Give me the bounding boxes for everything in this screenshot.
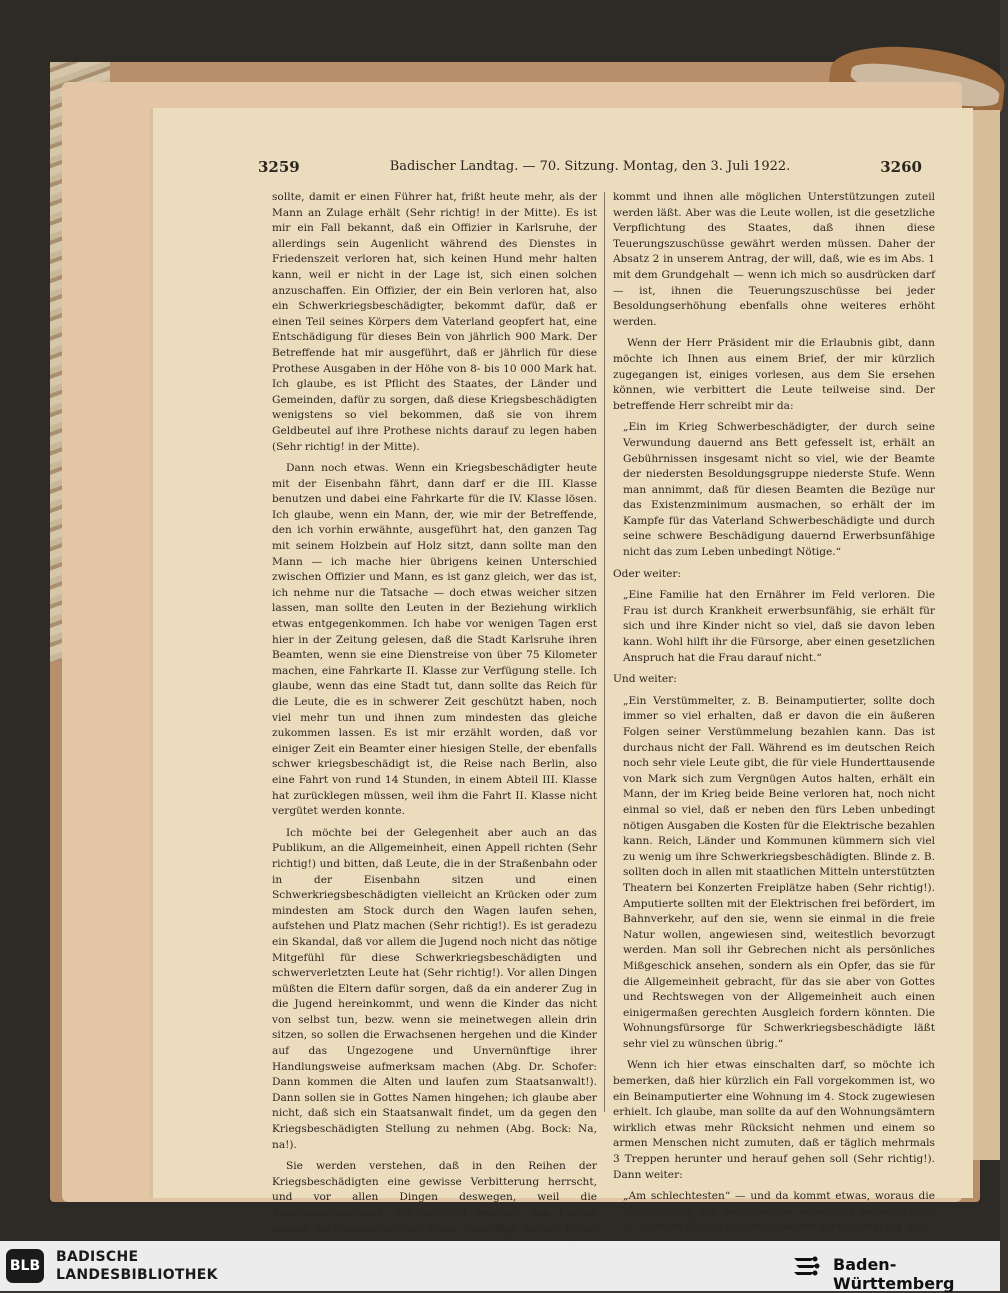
paragraph: Und weiter:	[613, 673, 677, 686]
page-number-left: 3259	[258, 158, 300, 176]
library-name[interactable]	[56, 1248, 218, 1284]
paragraph: Oder weiter:	[613, 567, 682, 580]
baden-wuerttemberg-lions-icon[interactable]	[790, 1250, 822, 1282]
header-title: Badischer Landtag. — 70. Sitzung. Montag, den 3. Juli 1922.	[389, 159, 791, 174]
paragraph: Wenn der Herr Präsident mir die Erlaubnis gibt, dann möchte ich Ihnen aus einem Brief, der mir kürzlich zugegangen ist, einiges vorlesen, aus dem Sie ersehen können, wie verbittert die Leute teilweise sind. Der betreffende Herr schreibt mir da:	[613, 337, 935, 412]
quote: „Eine Familie hat den Ernährer im Feld verloren. Die Frau ist durch Krankheit erwerbsunfähig, sie erhält für sich und ihre Kinder nicht so viel, daß sie davon leben kann. Wohl hilft ihr die Fürsorge, aber einen gesetzlichen Anspruch hat die Frau darauf nicht.“	[623, 589, 935, 664]
paragraph: Wenn ich hier etwas einschalten darf, so möchte ich bemerken, daß hier kürzlich ein Fall vorgekommen ist, wo ein Beinamputierter eine Wohnung im 4. Stock zugewiesen erhielt. Ich glaube, man sollte da auf den Wohnungsämtern wirklich etwas mehr Rücksicht nehmen und einem so armen Menschen nicht zumuten, daß er täglich mehrmals 3 Treppen herunter und herauf gehen soll (Sehr richtig!). Dann weiter:	[613, 1059, 935, 1181]
paragraph: Dann noch etwas. Wenn ein Kriegsbeschädigter heute mit der Eisenbahn fährt, dann darf er die III. Klasse benutzen und dabei eine Fahrkarte für die IV. Klasse lösen. Ich glaube, wenn ein Mann, der, wie mir der Betreffende, den ich vorhin erwähnte, ausgeführt hat, den ganzen Tag mit seinem Holzbein auf Holz sitzt, dann sollte man den Mann — ich mache hier übrigens keinen Unterschied zwischen Offizier und Mann, es ist ganz gleich, wer das ist, ich nehme nur die Tatsache — doch etwas weicher sitzen lassen, man sollte den Leuten in der Beziehung wirklich etwas entgegenkommen. Ich habe vor wenigen Tagen erst hier in der Zeitung gelesen, daß die Stadt Karlsruhe ihren Beamten, wenn sie eine Dienstreise von über 75 Kilometer machen, eine Fahrkarte II. Klasse zur Verfügung stelle. Ich glaube, wenn das eine Stadt tut, dann sollte das Reich für die Leute, die es in schwerer Zeit geschützt haben, noch viel mehr tun und ihnen zum mindesten das gleiche zukommen lassen. Es ist mir erzählt worden, daß vor einiger Zeit ein Beamter einer hiesigen Stelle, der ebenfalls schwer kriegsbeschädigt ist, die Reise nach Berlin, also eine Fahrt von rund 14 Stunden, in einem Abteil III. Klasse hat zurücklegen müssen, weil ihm die Fahrt II. Klasse nicht vergütet werden konnte.	[272, 462, 597, 818]
quote: „Am schlechtesten“ — und da kommt etwas, woraus die Verbitterung des Betreffenden besonders herausspricht — „werden für die Folgen schwerer Verstümmelung die	[623, 1190, 935, 1234]
library-name-line1: BADISCHE	[56, 1249, 139, 1265]
paragraph: kommt und ihnen alle möglichen Unterstützungen zuteil werden läßt. Aber was die Leute wollen, ist die gesetzliche Verpflichtung des Staates, daß ihnen diese Teuerungszuschüsse gewährt werden müssen. Daher der Absatz 2 in unserem Antrag, der will, daß, wie es im Abs. 1 mit dem Grundgehalt — wenn ich mich so ausdrücken darf — ist, ihnen die Teuerungszuschüsse bei jeder Besoldungserhöhung ebenfalls ohne weiteres erhöht werden.	[613, 191, 935, 328]
page-number-right: 3260	[880, 158, 922, 176]
text-column-right	[613, 190, 935, 1242]
paragraph: sollte, damit er einen Führer hat, frißt heute mehr, als der Mann an Zulage erhält (Sehr richtig! in der Mitte). Es ist mir ein Fall bekannt, daß ein Offizier in Karlsruhe, der allerdings sein Augenlicht während des Dienstes in Friedenszeit verloren hat, sich keinen Hund mehr halten kann, weil er nicht in der Lage ist, sich einen solchen anzuschaffen. Ein Offizier, der ein Bein verloren hat, also ein Schwerkriegsbeschädigter, bekommt dafür, daß er einen Teil seines Körpers dem Vaterland geopfert hat, eine Entschädigung für dieses Bein von jährlich 900 Mark. Der Betreffende hat mir ausgeführt, daß er jährlich für diese Prothese Ausgaben in der Höhe von 8- bis 10 000 Mark hat. Ich glaube, es ist Pflicht des Staates, der Länder und Gemeinden, dafür zu sorgen, daß diese Kriegsbeschädigten wenigstens so viel bekommen, daß sie von ihrem Geldbeutel auf ihre Prothese nichts darauf zu legen haben (Sehr richtig! in der Mitte).	[272, 191, 597, 453]
paragraph: Ich möchte bei der Gelegenheit aber auch an das Publikum, an die Allgemeinheit, einen Appell richten (Sehr richtig!) und bitten, daß Leute, die in der Straßenbahn oder in der Eisenbahn sitzen und einen Schwerkriegsbeschädigten vielleicht an Krücken oder zum mindesten am Stock durch den Wagen laufen sehen, aufstehen und Platz machen (Sehr richtig!). Es ist geradezu ein Skandal, daß vor allem die Jugend noch nicht das nötige Mitgefühl für diese Schwerkriegsbeschädigten und schwerverletzten Leute hat (Sehr richtig!). Vor allen Dingen müßten die Eltern dafür sorgen, daß da ein anderer Zug in die Jugend hereinkommt, und wenn die Kinder das nicht von selbst tun, bezw. wenn sie meinetwegen allein drin sitzen, so sollen die Erwachsenen hergehen und die Kinder auf das Ungezogene und Unvernünftige ihrer Handlungsweise aufmerksam machen (Abg. Dr. Schofer: Dann kommen die Alten und laufen zum Staatsanwalt!). Dann sollen sie in Gottes Namen hingehen; ich glaube aber nicht, daß sich ein Staatsanwalt findet, um da gegen den Kriegsbeschädigten Stellung zu nehmen (Abg. Bock: Na, na!).	[272, 826, 597, 1151]
text-column-left	[272, 190, 597, 1290]
quote: „Ein im Krieg Schwerbeschädigter, der durch seine Verwundung dauernd ans Bett gefesselt ist, erhält an Gebührnissen insgesamt nicht so viel, wie der Beamte der niedersten Besoldungsgruppe niederste Stufe. Wenn man annimmt, daß für diesen Beamten die Bezüge nur das Existenzminimum ausmachen, so erhält der im Kampfe für das Vaterland Schwerbeschädigte und durch seine schwere Beschädigung dauernd Erwerbsunfähige nicht das zum Leben unbedingt Nötige.“	[623, 421, 935, 559]
paragraph: Sie werden verstehen, daß in den Reihen der Kriegsbeschädigten eine gewisse Verbitterung herrscht, und vor allen Dingen deswegen, weil die Teuerungszuschüsse, die gewährt werden, den Leuten keinen Rechtsanspruch auf diese Zuschläge geben. Es ist	[272, 1160, 597, 1235]
column-divider	[604, 192, 605, 1112]
library-name-line2: LANDESBIBLIOTHEK	[56, 1267, 218, 1283]
viewer-footer	[0, 1241, 1000, 1291]
running-header	[258, 158, 922, 180]
blb-logo-icon[interactable]: BLB	[6, 1249, 44, 1283]
quote: „Ein Verstümmelter, z. B. Beinamputierter, sollte doch immer so viel erhalten, daß er davon die ein äußeren Folgen seiner Verstümmelung bezahlen kann. Das ist durchaus nicht der Fall. Während es im deutschen Reich noch sehr viele Leute gibt, die für viele Hunderttausende von Mark sich zum Vergnügen Autos halten, erhält ein Mann, der im Krieg beide Beine verloren hat, noch nicht einmal so viel, daß er neben den fürs Leben unbedingt nötigen Ausgaben die Kosten für die Elektrische bezahlen kann. Reich, Länder und Kommunen kümmern sich viel zu wenig um ihre Schwerkriegsbeschädigten. Blinde z. B. sollten doch in allen mit staatlichen Mitteln unterstützten Theatern bei Konzerten Freiplätze haben (Sehr richtig!). Amputierte sollten mit der Elektrischen frei befördert, im Bahnverkehr, auf den sie, wenn sie einmal in die freie Natur wollen, angewiesen sind, weitestlich bevorzugt werden. Man soll ihr Gebrechen nicht als persönliches Mißgeschick ansehen, sondern als ein Opfer, das sie für die Allgemeinheit gebracht, für das sie aber von Gottes und Rechtswegen von der Allgemeinheit auch einen einigermaßen gerechten Ausgleich fordern könnten. Die Wohnungsfürsorge für Schwerkriegsbeschädigte läßt sehr viel zu wünschen übrig.“	[623, 694, 935, 1050]
state-name[interactable]: Baden-Württemberg	[833, 1255, 955, 1293]
